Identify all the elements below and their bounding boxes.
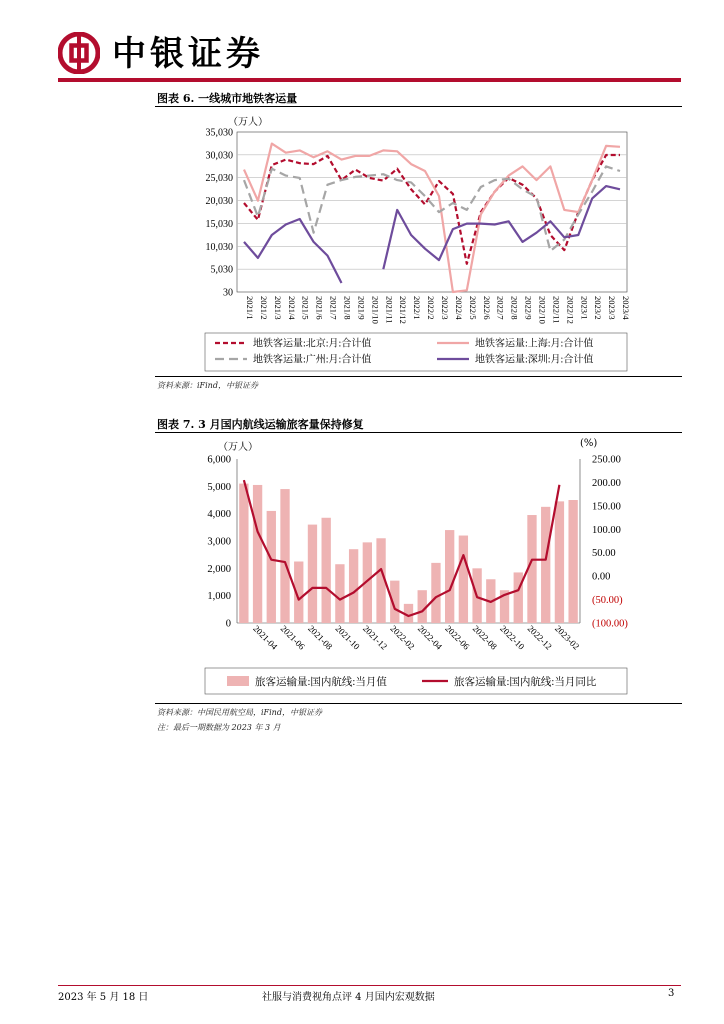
figure-7-bottom-rule: [155, 703, 682, 704]
x-tick-label: 2021/4: [286, 296, 297, 320]
x-tick-label: 2022/1: [412, 296, 423, 320]
legend-label-3: 地铁客运量:深圳:月:合计值: [475, 354, 594, 366]
bar: [459, 536, 468, 623]
y-tick-label: 0: [225, 618, 231, 630]
figure-7-source: 资料来源：中国民用航空局，iFind，中银证券: [157, 708, 322, 717]
y-tick-label: 1,000: [207, 591, 231, 603]
x-tick-label: 2022-12: [525, 623, 554, 652]
legend-label-bar: 旅客运输量:国内航线:当月值: [255, 677, 387, 688]
figure-7-unit-left: （万人）: [218, 442, 258, 453]
legend-label-2: 地铁客运量:广州:月:合计值: [253, 354, 372, 366]
y2-tick-label: 150.00: [592, 501, 621, 513]
x-tick-label: 2021/10: [370, 296, 381, 324]
x-tick-label: 2022-04: [415, 623, 445, 652]
y2-tick-label: 50.00: [592, 548, 616, 560]
x-tick-label: 2022-06: [443, 623, 472, 652]
y-tick-label: 30,030: [205, 150, 233, 162]
x-tick-label: 2023/3: [607, 296, 618, 320]
x-tick-label: 2022/12: [565, 296, 576, 324]
footer-doc-title: 社服与消费视角点评 4 月国内宏观数据: [262, 992, 435, 1003]
x-tick-label: 2021-08: [306, 623, 335, 652]
y2-tick-label: 0.00: [592, 571, 611, 583]
y-tick-label: 2,000: [207, 563, 231, 575]
x-tick-label: 2022/6: [481, 296, 492, 320]
y-tick-label: 25,030: [205, 173, 233, 185]
y-tick-label: 10,030: [205, 241, 233, 253]
y2-tick-label: (100.00): [592, 618, 628, 630]
x-tick-label: 2023/1: [579, 296, 590, 320]
footer-divider: [58, 985, 681, 986]
x-tick-label: 2021/9: [356, 296, 367, 320]
x-tick-label: 2021-06: [278, 623, 307, 652]
bar: [514, 572, 523, 623]
bar: [322, 518, 331, 623]
figure-6-chart: [155, 120, 682, 375]
x-tick-label: 2022/4: [453, 296, 464, 320]
figure-7-note: 注：最后一期数据为 2023 年 3 月: [157, 723, 281, 732]
footer-date: 2023 年 5 月 18 日: [58, 992, 149, 1003]
bar: [335, 564, 344, 623]
brand-name: 中银证券: [112, 34, 264, 74]
x-tick-label: 2023/2: [593, 296, 604, 320]
x-tick-label: 2021-10: [333, 623, 362, 652]
x-tick-label: 2021/6: [314, 296, 325, 320]
x-tick-label: 2021/5: [300, 296, 311, 320]
legend-label-line: 旅客运输量:国内航线:当月同比: [454, 677, 597, 688]
legend-label-1: 地铁客运量:上海:月:合计值: [475, 338, 594, 350]
x-tick-label: 2022/10: [537, 296, 548, 324]
x-tick-label: 2022/9: [523, 296, 534, 320]
plot-area: [237, 132, 627, 292]
bar: [541, 507, 550, 623]
bar: [239, 484, 248, 623]
figure-6-unit: （万人）: [228, 117, 268, 128]
y2-tick-label: 250.00: [592, 454, 621, 466]
x-tick-label: 2021/1: [244, 296, 255, 320]
x-tick-label: 2022/11: [551, 296, 562, 324]
y-tick-label: 15,030: [205, 218, 233, 230]
y-tick-label: 30: [223, 287, 233, 299]
bar: [267, 511, 276, 623]
x-tick-label: 2022/8: [509, 296, 520, 320]
x-tick-label: 2021/7: [328, 296, 339, 320]
bar: [253, 485, 262, 623]
x-tick-label: 2022/7: [495, 296, 506, 320]
y2-tick-label: 200.00: [592, 477, 621, 489]
x-tick-label: 2022/5: [467, 296, 478, 320]
figure-6-source: 资料来源：iFind，中银证券: [157, 381, 258, 390]
y-tick-label: 4,000: [207, 509, 231, 521]
figure-7-top-rule: [155, 432, 682, 433]
x-tick-label: 2021/3: [272, 296, 283, 320]
x-tick-label: 2022-10: [498, 623, 527, 652]
bar: [568, 500, 577, 623]
figure-6-bottom-rule: [155, 376, 682, 377]
figure-7-chart: [155, 446, 682, 702]
x-tick-label: 2021-12: [360, 623, 390, 652]
bar: [349, 549, 358, 623]
figure-7-unit-right: (%): [580, 438, 598, 449]
bar: [308, 525, 317, 623]
figure-6-top-rule: [155, 106, 682, 107]
legend-label-0: 地铁客运量:北京:月:合计值: [253, 338, 372, 350]
bank-logo-icon: [58, 32, 100, 74]
y-tick-label: 3,000: [207, 536, 231, 548]
figure-7-title: 图表 7. 3 月国内航线运输旅客量保持修复: [157, 418, 364, 431]
bar: [431, 563, 440, 623]
bar: [280, 489, 289, 623]
x-tick-label: 2022-02: [388, 623, 417, 652]
legend-swatch-bar: [227, 676, 249, 686]
y-tick-label: 5,030: [210, 264, 233, 276]
x-tick-label: 2023/4: [621, 296, 632, 320]
x-tick-label: 2021/2: [258, 296, 269, 320]
x-tick-label: 2021-04: [251, 623, 280, 652]
figure-6-title: 图表 6. 一线城市地铁客运量: [157, 92, 298, 105]
y2-tick-label: 100.00: [592, 524, 621, 536]
x-tick-label: 2021/12: [398, 296, 409, 324]
bar: [445, 530, 454, 623]
x-tick-label: 2022/2: [426, 296, 437, 320]
y-tick-label: 6,000: [207, 454, 231, 466]
y-tick-label: 5,000: [207, 481, 231, 493]
x-tick-label: 2021/8: [342, 296, 353, 320]
y2-tick-label: (50.00): [592, 595, 623, 607]
y-tick-label: 20,030: [205, 196, 233, 208]
y-tick-label: 35,030: [205, 127, 233, 139]
footer-page-number: 3: [668, 988, 675, 999]
header-divider: [58, 78, 681, 82]
yoy-line: [244, 480, 560, 616]
x-tick-label: 2022/3: [439, 296, 450, 320]
x-tick-label: 2022-08: [470, 623, 499, 652]
x-tick-label: 2023-02: [553, 623, 582, 652]
bar: [555, 501, 564, 623]
x-tick-label: 2021/11: [384, 296, 395, 324]
